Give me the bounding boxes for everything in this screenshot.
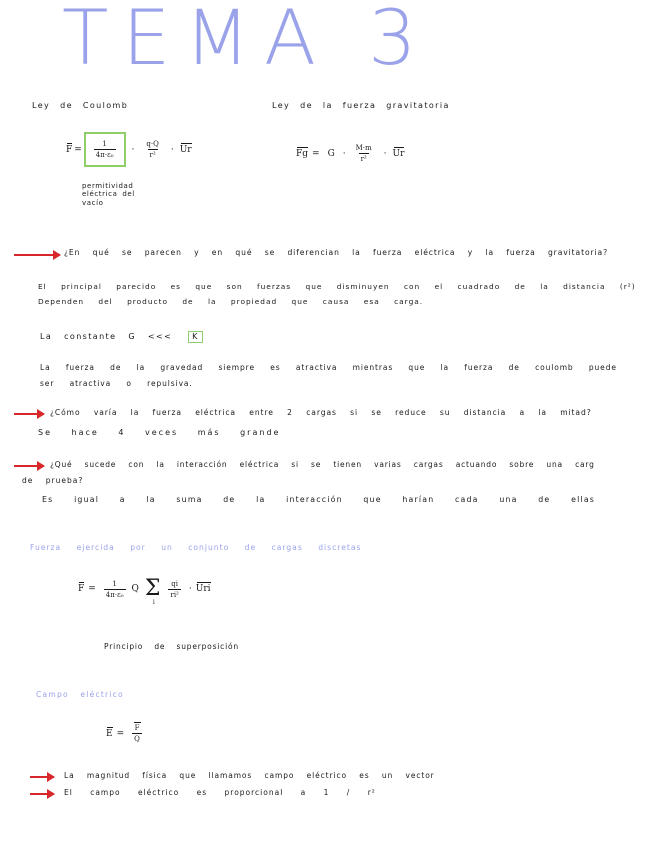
red-arrow-icon (14, 413, 44, 415)
note-line: permitividad (82, 182, 134, 190)
answer-multiple-charges: Es igual a la suma de la interacción que harían cada una de ellas (42, 495, 596, 504)
field-heading: Campo eléctrico (36, 690, 124, 699)
k-constant-box: K (188, 331, 203, 343)
unit-vector: Ur (392, 148, 405, 159)
gravity-formula (296, 144, 404, 163)
answer-distance: Se hace 4 veces más grande (38, 428, 281, 437)
gravity-heading: Ley de la fuerza gravitatoria (272, 101, 450, 110)
equals-sign: = (116, 728, 125, 739)
equals-sign: = (74, 144, 82, 155)
page-title: TEMA 3 (62, 0, 431, 82)
constant-comparison (40, 331, 203, 343)
coulomb-constant-box (84, 132, 126, 167)
dot-operator: · (342, 148, 346, 159)
field-formula (106, 724, 146, 743)
question-distance: ¿Cómo varía la fuerza eléctrica entre 2 cargas si se reduce su distancia a la mitad? (50, 408, 592, 417)
gravity-force-vector: Fg (296, 148, 309, 159)
fraction-numerator: 1 (102, 140, 107, 148)
question-multiple-charges: ¿Qué sucede con la interacción eléctrica si se tienen varias cargas actuando sobre una carg (50, 460, 595, 469)
coulomb-heading: Ley de Coulomb (32, 101, 129, 110)
fraction-denominator: r² (360, 155, 367, 163)
superposition-formula (78, 576, 211, 606)
red-arrow-icon (30, 776, 54, 778)
fraction-denominator: 4π·ε₀ (95, 151, 114, 159)
field-vector: E (106, 728, 113, 739)
charge-symbol: Q (131, 584, 139, 594)
dot-operator: · (170, 144, 174, 155)
fraction-numerator: M·m (355, 144, 372, 152)
equals-sign: = (312, 148, 320, 159)
unit-vector: Uri (195, 584, 211, 594)
fraction-numerator: q·Q (146, 140, 159, 148)
coulomb-formula (66, 132, 192, 167)
mass-fraction (354, 144, 374, 163)
answer-line: El principal parecido es que son fuerzas que disminuyen con el cuadrado de la distancia (r²) (38, 282, 636, 291)
coulomb-constant-fraction (94, 140, 116, 159)
fraction-denominator: r² (149, 151, 156, 159)
sigma-glyph: Σ (144, 576, 161, 601)
unit-vector: Ur (179, 144, 192, 155)
gravity-note-line: La fuerza de la gravedad siempre es atractiva mientras que la fuerza de coulomb puede (40, 363, 617, 372)
force-vector: F (66, 144, 73, 155)
field-fraction (132, 724, 142, 743)
dot-operator: · (188, 584, 192, 594)
superposition-heading: Fuerza ejercida por un conjunto de cargas discretas (30, 543, 362, 552)
red-arrow-icon (30, 793, 54, 795)
field-note: El campo eléctrico es proporcional a 1 / r² (64, 788, 376, 797)
fraction-numerator: F (134, 724, 140, 732)
red-arrow-icon (14, 254, 60, 256)
red-arrow-icon (14, 465, 44, 467)
note-line: vacío (82, 198, 104, 207)
fraction-numerator: qi (171, 579, 179, 588)
fraction-numerator: 1 (112, 579, 117, 588)
gravity-note-line: ser atractiva o repulsiva. (40, 379, 193, 388)
note-line: eléctrica del (82, 190, 135, 199)
field-note: La magnitud física que llamamos campo eléctrico es un vector (64, 771, 435, 780)
question-multiple-charges-cont: de prueba? (22, 476, 84, 485)
constant-text: La constante G <<< (40, 332, 185, 341)
equals-sign: = (88, 584, 96, 594)
force-vector: F (78, 584, 85, 594)
permittivity-note (82, 182, 135, 207)
summation-symbol (144, 576, 161, 606)
superposition-label: Principio de superposición (104, 642, 239, 651)
fraction-denominator: ri² (170, 590, 179, 599)
charge-fraction (168, 580, 180, 599)
fraction-denominator: Q (134, 735, 140, 743)
gravity-constant: G (327, 148, 335, 159)
fraction-denominator: 4π·ε₀ (105, 590, 124, 599)
charge-fraction (144, 140, 160, 159)
dot-operator: · (383, 148, 387, 159)
sigma-subscript: i (152, 599, 155, 606)
dot-operator: · (131, 144, 135, 155)
answer-line: Dependen del producto de la propiedad que causa esa carga. (38, 297, 424, 306)
coulomb-constant-fraction (104, 580, 126, 599)
question-similarities: ¿En qué se parecen y en qué se diferencian la fuerza eléctrica y la fuerza gravitatoria? (64, 248, 609, 257)
